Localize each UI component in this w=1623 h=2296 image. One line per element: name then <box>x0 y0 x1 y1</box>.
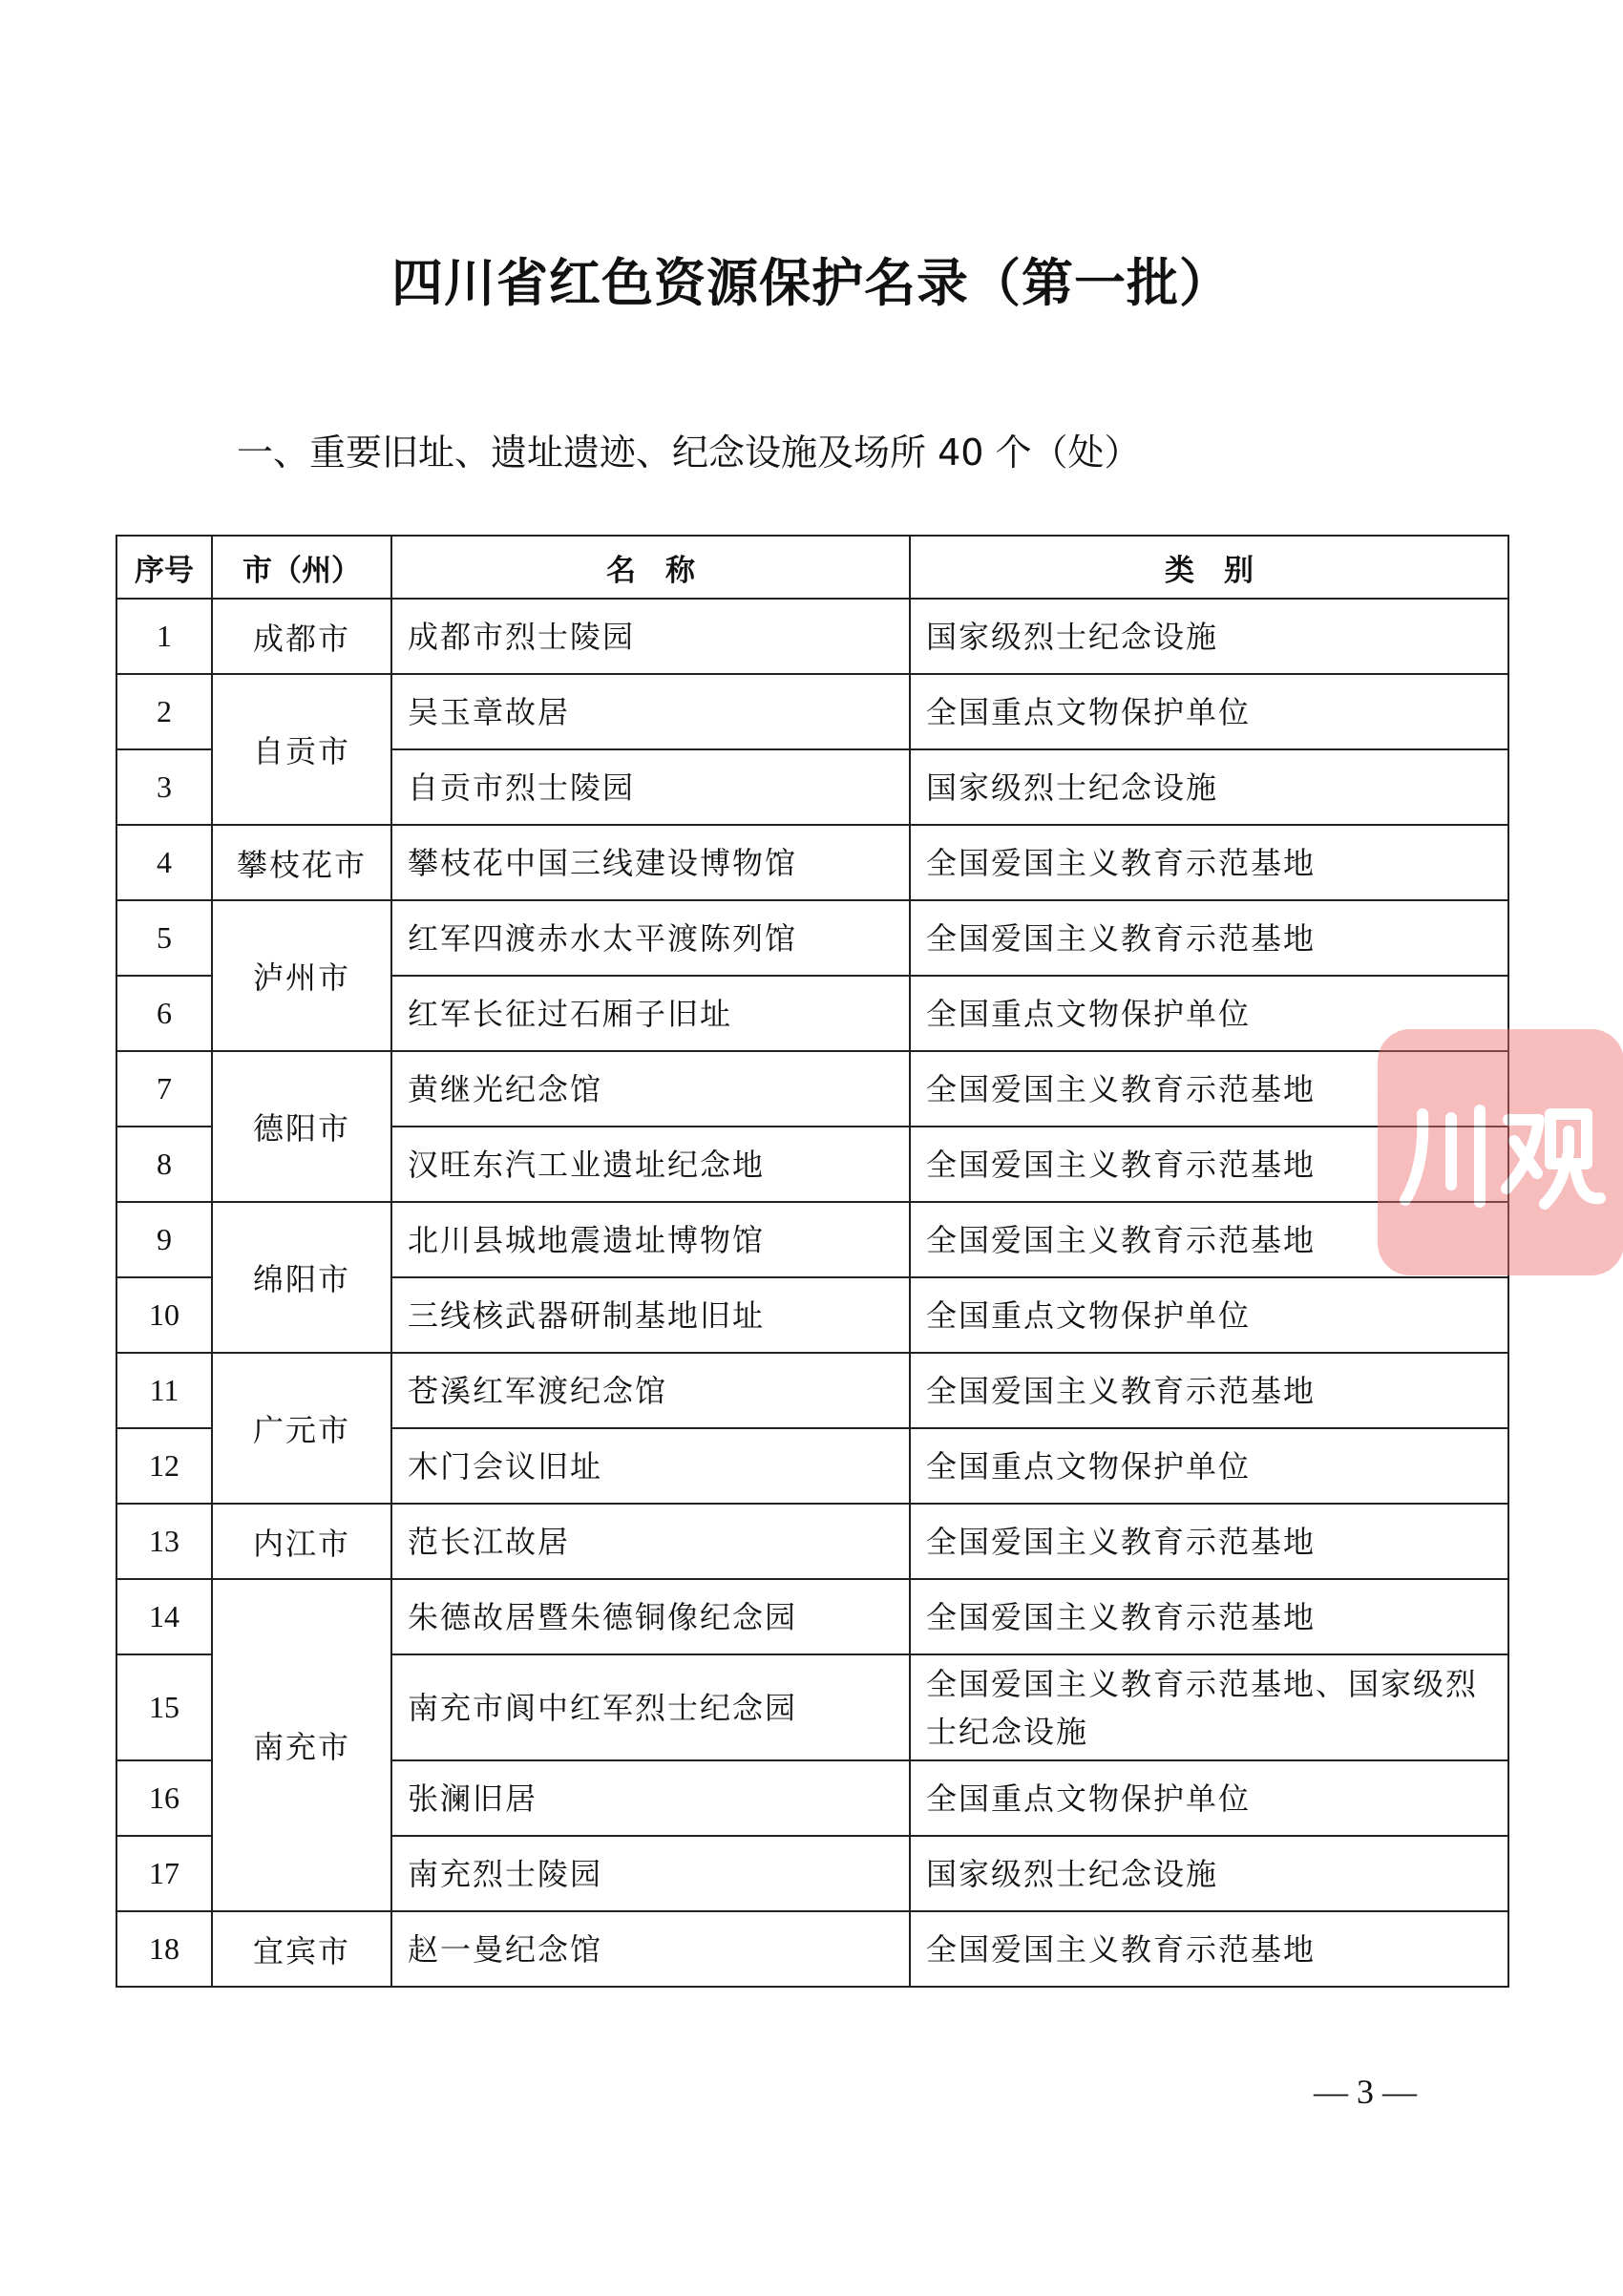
row-category: 国家级烈士纪念设施 <box>910 1836 1508 1911</box>
section-heading: 一、重要旧址、遗址遗迹、纪念设施及场所 40 个（处） <box>237 432 1141 474</box>
row-name: 攀枝花中国三线建设博物馆 <box>391 825 910 900</box>
row-category: 全国爱国主义教育示范基地 <box>910 1051 1508 1127</box>
resource-table <box>116 535 1509 1988</box>
row-index: 4 <box>116 825 212 900</box>
table-row <box>116 599 1508 674</box>
table-row <box>116 825 1508 900</box>
table-row <box>116 1051 1508 1127</box>
row-name: 赵一曼纪念馆 <box>391 1911 910 1987</box>
header-city: 市（州） <box>212 536 391 599</box>
row-name: 北川县城地震遗址博物馆 <box>391 1202 910 1277</box>
row-category: 全国爱国主义教育示范基地 <box>910 1504 1508 1579</box>
row-city: 绵阳市 <box>212 1202 391 1353</box>
row-index: 10 <box>116 1277 212 1353</box>
row-index: 7 <box>116 1051 212 1127</box>
table-row <box>116 1353 1508 1428</box>
row-city: 南充市 <box>212 1579 391 1911</box>
row-name: 成都市烈士陵园 <box>391 599 910 674</box>
row-index: 3 <box>116 749 212 825</box>
row-index: 9 <box>116 1202 212 1277</box>
row-category: 国家级烈士纪念设施 <box>910 749 1508 825</box>
row-index: 13 <box>116 1504 212 1579</box>
header-index: 序号 <box>116 536 212 599</box>
row-category: 全国爱国主义教育示范基地 <box>910 1127 1508 1202</box>
row-city: 泸州市 <box>212 900 391 1051</box>
row-city: 德阳市 <box>212 1051 391 1202</box>
row-index: 5 <box>116 900 212 976</box>
row-name: 汉旺东汽工业遗址纪念地 <box>391 1127 910 1202</box>
row-city: 成都市 <box>212 599 391 674</box>
row-category: 全国爱国主义教育示范基地 <box>910 1911 1508 1987</box>
row-index: 6 <box>116 976 212 1051</box>
table-row <box>116 1202 1508 1277</box>
row-name: 朱德故居暨朱德铜像纪念园 <box>391 1579 910 1654</box>
row-name: 木门会议旧址 <box>391 1428 910 1504</box>
row-category: 国家级烈士纪念设施 <box>910 599 1508 674</box>
row-category: 全国爱国主义教育示范基地 <box>910 900 1508 976</box>
row-city: 内江市 <box>212 1504 391 1579</box>
row-name: 红军长征过石厢子旧址 <box>391 976 910 1051</box>
row-name: 自贡市烈士陵园 <box>391 749 910 825</box>
row-index: 1 <box>116 599 212 674</box>
chuanguan-logo-icon <box>1396 1085 1606 1219</box>
row-category: 全国爱国主义教育示范基地、国家级烈士纪念设施 <box>910 1654 1508 1760</box>
row-index: 16 <box>116 1760 212 1836</box>
row-name: 红军四渡赤水太平渡陈列馆 <box>391 900 910 976</box>
row-name: 苍溪红军渡纪念馆 <box>391 1353 910 1428</box>
watermark-logo <box>1378 1029 1623 1275</box>
row-category: 全国爱国主义教育示范基地 <box>910 1353 1508 1428</box>
row-index: 15 <box>116 1654 212 1760</box>
row-city: 自贡市 <box>212 674 391 825</box>
row-category: 全国重点文物保护单位 <box>910 674 1508 749</box>
row-category: 全国爱国主义教育示范基地 <box>910 825 1508 900</box>
row-name: 南充烈士陵园 <box>391 1836 910 1911</box>
header-name: 名 称 <box>391 536 910 599</box>
row-name: 吴玉章故居 <box>391 674 910 749</box>
row-index: 8 <box>116 1127 212 1202</box>
row-city: 攀枝花市 <box>212 825 391 900</box>
row-category: 全国爱国主义教育示范基地 <box>910 1202 1508 1277</box>
row-index: 17 <box>116 1836 212 1911</box>
table-row <box>116 674 1508 749</box>
row-category: 全国重点文物保护单位 <box>910 1277 1508 1353</box>
row-name: 范长江故居 <box>391 1504 910 1579</box>
row-index: 2 <box>116 674 212 749</box>
row-category: 全国重点文物保护单位 <box>910 976 1508 1051</box>
row-index: 12 <box>116 1428 212 1504</box>
row-name: 黄继光纪念馆 <box>391 1051 910 1127</box>
header-category: 类 别 <box>910 536 1508 599</box>
row-category: 全国重点文物保护单位 <box>910 1428 1508 1504</box>
row-index: 18 <box>116 1911 212 1987</box>
table-row <box>116 1504 1508 1579</box>
page-number: — 3 — <box>1314 2073 1417 2111</box>
table-header-row <box>116 536 1508 599</box>
table-row <box>116 1579 1508 1654</box>
table-row <box>116 1911 1508 1987</box>
row-category: 全国重点文物保护单位 <box>910 1760 1508 1836</box>
row-name: 张澜旧居 <box>391 1760 910 1836</box>
row-index: 14 <box>116 1579 212 1654</box>
row-name: 三线核武器研制基地旧址 <box>391 1277 910 1353</box>
page-title: 四川省红色资源保护名录（第一批） <box>391 253 1232 313</box>
row-city: 宜宾市 <box>212 1911 391 1987</box>
row-category: 全国爱国主义教育示范基地 <box>910 1579 1508 1654</box>
row-city: 广元市 <box>212 1353 391 1504</box>
row-name: 南充市阆中红军烈士纪念园 <box>391 1654 910 1760</box>
row-index: 11 <box>116 1353 212 1428</box>
table-row <box>116 900 1508 976</box>
